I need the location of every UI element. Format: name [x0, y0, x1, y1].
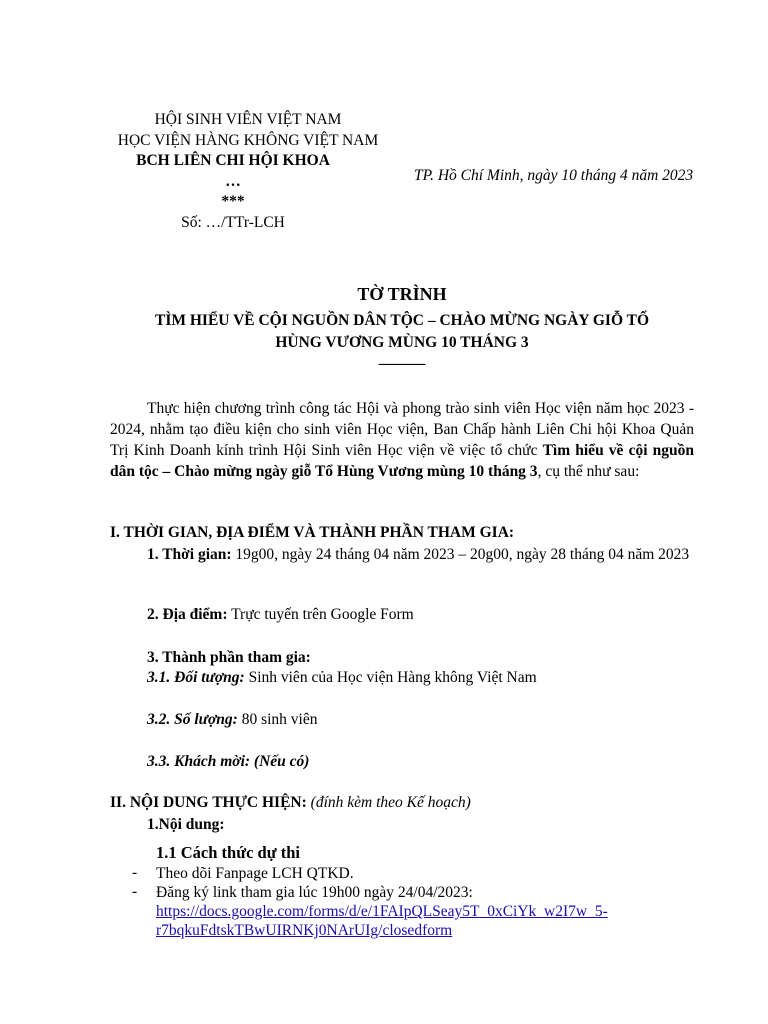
- form-link[interactable]: [156, 902, 608, 940]
- subtitle-line2: HÙNG VƯƠNG MÙNG 10 THÁNG 3: [275, 334, 529, 351]
- intro-text-a: Thực hiện chương trình công tác Hội và phong trào sinh viên Học viện năm học 2023 - 2024, nhằm tạo điều kiện cho sinh viên Học viện, Ban Chấp hành Liên Chi hội Khoa Quản Trị Kinh Doanh kính trình Hội Sinh viên Học viện về việc tổ chức: [110, 400, 694, 459]
- count-line: [147, 711, 317, 729]
- count-label: 3.2. Số lượng:: [147, 711, 238, 728]
- intro-text-bold: Tìm hiểu về cội nguồn dân tộc – Chào mừng ngày giỗ Tổ Hùng Vương mùng 10 tháng 3: [110, 442, 694, 480]
- form-link-line2[interactable]: r7bqkuFdtskTBwUIRNKj0NArUIg/closedform: [156, 922, 453, 939]
- form-link-line1[interactable]: https://docs.google.com/forms/d/e/1FAIpQLSeay5T_0xCiYk_w2I7w_5-: [156, 903, 608, 920]
- section2-heading-line: [110, 794, 471, 812]
- bullet-text-1: Theo dõi Fanpage LCH QTKD.: [156, 865, 354, 882]
- document-subtitle: [40, 310, 764, 354]
- header-org-block: [90, 110, 406, 233]
- header-org2: HỌC VIỆN HÀNG KHÔNG VIỆT NAM: [117, 131, 379, 149]
- count-value: 80 sinh viên: [237, 711, 318, 728]
- place-value: Trực tuyến trên Google Form: [227, 606, 414, 623]
- content-label: 1.Nội dung:: [147, 816, 225, 833]
- bullet-dash-2: -: [132, 883, 138, 900]
- time-label: 1. Thời gian:: [147, 546, 232, 563]
- header-org4: …: [225, 172, 241, 190]
- subtitle-line1: TÌM HIỂU VỀ CỘI NGUỒN DÂN TỘC – CHÀO MỪNG NGÀY GIỖ TỔ: [154, 312, 650, 329]
- header-stars: ***: [221, 193, 245, 210]
- place-label: 2. Địa điểm:: [147, 606, 228, 623]
- header-org1: HỘI SINH VIÊN VIỆT NAM: [154, 111, 342, 128]
- section2-heading: II. NỘI DUNG THỰC HIỆN:: [110, 794, 307, 811]
- guest-label: 3.3. Khách mời: (Nếu có): [147, 753, 310, 770]
- document-title: TỜ TRÌNH: [357, 284, 447, 304]
- participants-label: 3. Thành phần tham gia:: [147, 649, 311, 666]
- place-line: [147, 606, 414, 624]
- target-value: Sinh viên của Học viện Hàng không Việt Nam: [244, 669, 537, 686]
- document-number: Số: …/TTr-LCH: [181, 213, 285, 231]
- title-rule: ______: [378, 350, 426, 367]
- section1-heading: I. THỜI GIAN, ĐỊA ĐIỂM VÀ THÀNH PHẦN THAM GIA:: [110, 524, 515, 541]
- intro-paragraph: [110, 398, 694, 482]
- time-paragraph: [110, 544, 694, 565]
- bullet-text-2: Đăng ký link tham gia lúc 19h00 ngày 24/04/2023:: [156, 884, 473, 901]
- section2-heading-note: (đính kèm theo Kế hoạch): [306, 794, 471, 811]
- header-org3: BCH LIÊN CHI HỘI KHOA: [136, 152, 330, 169]
- target-line: [147, 669, 537, 687]
- time-value: 19g00, ngày 24 tháng 04 năm 2023 – 20g00, ngày 28 tháng 04 năm 2023: [231, 546, 690, 563]
- sub-heading: 1.1 Cách thức dự thi: [156, 843, 301, 862]
- document-date: TP. Hồ Chí Minh, ngày 10 tháng 4 năm 2023: [414, 167, 694, 184]
- bullet-dash-1: -: [132, 864, 138, 881]
- target-label: 3.1. Đối tượng:: [147, 669, 245, 686]
- intro-text-b: , cụ thể như sau:: [537, 463, 640, 480]
